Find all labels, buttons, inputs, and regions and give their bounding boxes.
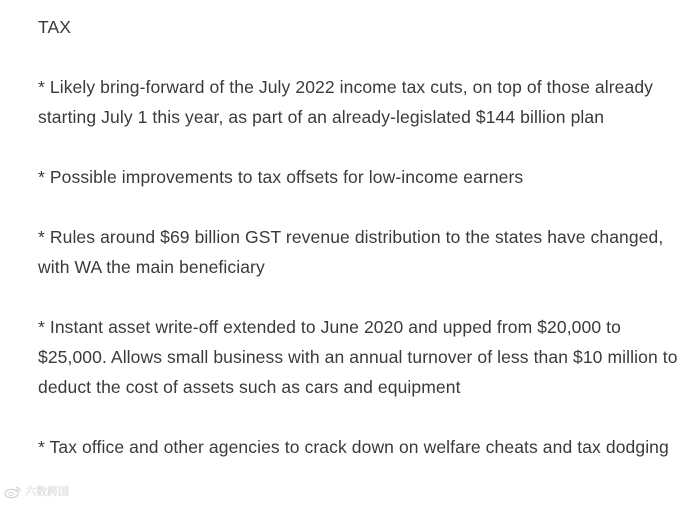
list-item: * Instant asset write-off extended to June 2020 and upped from $20,000 to $25,000. Allows small business with an annual turnover of less than $10 million to deduct the cost of assets such as cars and equipment (38, 317, 678, 397)
article-body (38, 12, 678, 462)
list-item: * Likely bring-forward of the July 2022 income tax cuts, on top of those already starting July 1 this year, as part of an already-legislated $144 billion plan (38, 77, 653, 127)
watermark-text: 六数跨国 (25, 486, 69, 498)
list-item: * Rules around $69 billion GST revenue distribution to the states have changed, with WA the main beneficiary (38, 227, 664, 277)
section-heading: TAX (38, 17, 72, 37)
weibo-logo-icon (4, 485, 22, 499)
watermark (4, 484, 69, 500)
list-item: * Possible improvements to tax offsets for low-income earners (38, 167, 524, 187)
list-item: * Tax office and other agencies to crack down on welfare cheats and tax dodging (38, 437, 669, 457)
